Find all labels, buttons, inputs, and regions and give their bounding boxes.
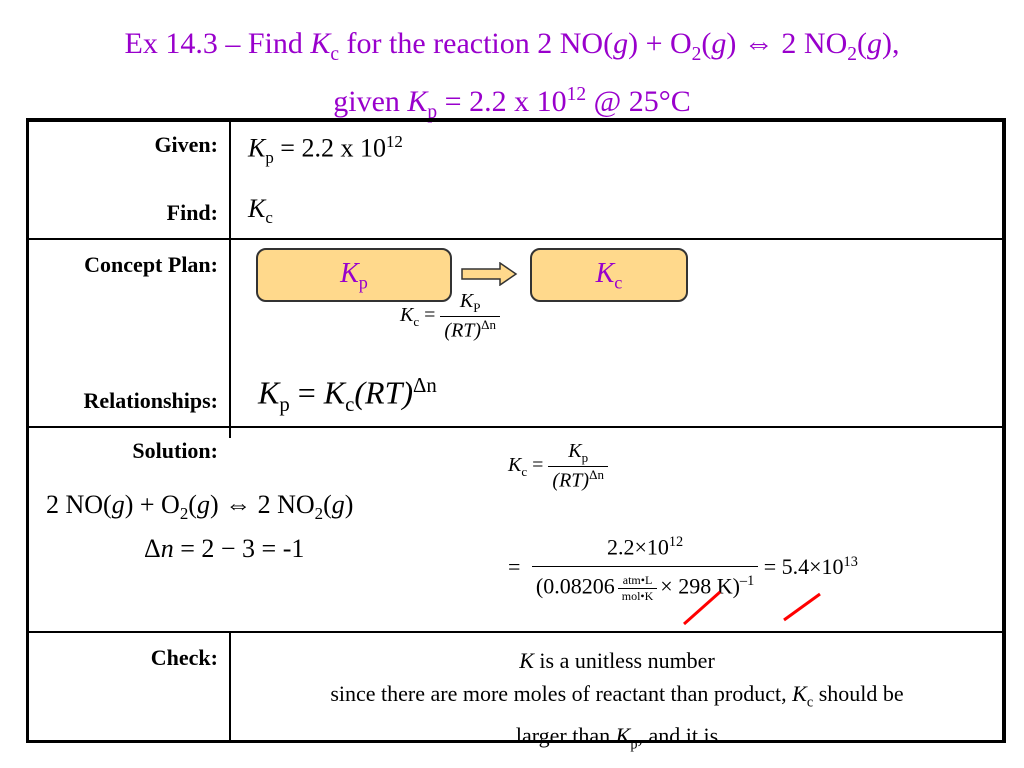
concept-equation: $K_c$ = $\frac{K_P}{(RT)^{\Delta n}}$ <box>400 290 500 343</box>
kc-calculation: = $2.2\times 10^{12}$ (0.08206 $\frac{\text{atm•L}}{\text{mol•K}}$ × 298 K)$^{-1}$ = $5.4\times 10^{13}$ <box>508 534 858 604</box>
title-line-2: given $K_p = 2.2$ x $10^{12}$ @ 25°C <box>333 84 691 123</box>
label-solution: Solution: <box>132 438 218 463</box>
kc-formula: $K_c$ = $\frac{K_p}{(RT)^{\Delta n}}$ <box>508 440 608 493</box>
label-given: Given: <box>154 132 218 157</box>
row-divider-3 <box>27 631 1003 633</box>
column-divider <box>229 120 231 438</box>
concept-box-kc: $K_c$ <box>530 248 688 302</box>
arrow-right-icon <box>460 262 520 286</box>
label-check: Check: <box>150 645 218 670</box>
label-relationships: Relationships: <box>83 388 218 413</box>
label-concept-plan: Concept Plan: <box>84 252 218 277</box>
check-line-1: K is a unitless number <box>519 648 715 673</box>
relationship-equation: $K_p = K_c(RT)^{\Delta n}$ <box>258 374 437 417</box>
check-line-2: since there are more moles of reactant than product, $K_c$ should be <box>330 681 904 711</box>
column-divider-check <box>229 632 231 742</box>
slide-title <box>0 24 1024 133</box>
find-value: $K_c$ <box>248 194 273 228</box>
given-value: $K_p = 2.2$ x $10^{12}$ <box>248 132 403 167</box>
row-divider-1 <box>27 238 1003 240</box>
reaction-equation: 2 $NO(g) + O_2(g)$ ⇔ 2 $NO_2(g)$ <box>46 490 354 524</box>
row-divider-2 <box>27 426 1003 428</box>
delta-n: Δn = 2 − 3 = -1 <box>144 534 305 563</box>
check-text <box>232 644 1002 762</box>
title-line-1: Ex 14.3 – Find $K_c$ for the reaction 2 $NO(g) + O_2(g)$ ⇔ 2 $NO_2(g)$, <box>124 27 900 65</box>
unit-cancel-strike <box>680 588 830 628</box>
concept-box-kp: $K_p$ <box>256 248 452 302</box>
check-line-3: larger than $K_p$, and it is <box>515 723 719 753</box>
label-find: Find: <box>166 200 218 225</box>
